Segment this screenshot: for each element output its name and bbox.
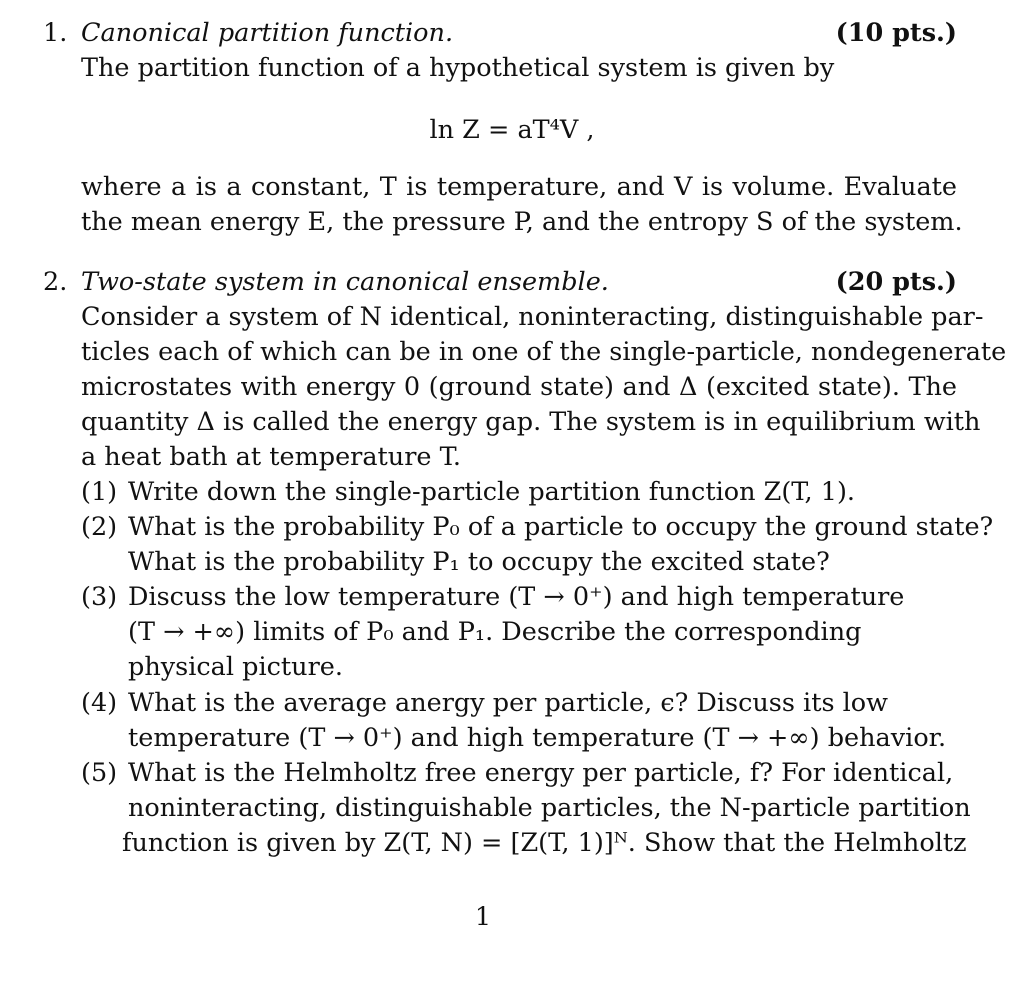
part-2-label: (2) (81, 512, 118, 542)
part-4-label: (4) (81, 688, 118, 718)
problem-1-line-1: where a is a constant, T is temperature, and V is volume. Evaluate (81, 172, 957, 202)
part-2-line-1: What is the probability P₀ of a particle to occupy the ground state? (128, 512, 994, 542)
problem-1-equation: ln Z = aT⁴V , (429, 115, 595, 145)
problem-2-line-1: Consider a system of N identical, noninteracting, distinguishable par- (81, 302, 984, 332)
part-3-line-3: physical picture. (128, 652, 343, 682)
problem-2-line-3: microstates with energy 0 (ground state) and Δ (excited state). The (81, 372, 957, 402)
part-4-line-2: temperature (T → 0⁺) and high temperature (T → +∞) behavior. (128, 723, 947, 753)
part-5-line-1: What is the Helmholtz free energy per particle, f? For identical, (128, 758, 954, 788)
problem-1-intro: The partition function of a hypothetical system is given by (81, 53, 835, 83)
part-4-line-1: What is the average anergy per particle, ϵ? Discuss its low (128, 688, 888, 718)
part-3-line-2: (T → +∞) limits of P₀ and P₁. Describe the corresponding (128, 617, 862, 647)
part-1-line-1: Write down the single-particle partition function Z(T, 1). (128, 477, 856, 507)
problem-2-line-5: a heat bath at temperature T. (81, 442, 461, 472)
part-5-line-3: function is given by Z(T, N) = [Z(T, 1)]ᴺ. Show that the Helmholtz (122, 828, 967, 858)
problem-2-points: (20 pts.) (835, 267, 957, 297)
problem-2-line-4: quantity Δ is called the energy gap. The system is in equilibrium with (81, 407, 981, 437)
problem-2-title: Two-state system in canonical ensemble. (81, 267, 609, 297)
problem-2-line-2: ticles each of which can be in one of the single-particle, nondegenerate (81, 337, 1007, 367)
problem-2-number: 2. (43, 267, 68, 297)
part-5-label: (5) (81, 758, 118, 788)
problem-1-points: (10 pts.) (835, 18, 957, 48)
part-2-line-2: What is the probability P₁ to occupy the excited state? (128, 547, 830, 577)
part-1-label: (1) (81, 477, 118, 507)
page-number: 1 (474, 902, 492, 932)
problem-1-title: Canonical partition function. (81, 18, 454, 48)
problem-1-number: 1. (43, 18, 68, 48)
part-5-line-2: noninteracting, distinguishable particles, the N-particle partition (128, 793, 971, 823)
part-3-label: (3) (81, 582, 118, 612)
part-3-line-1: Discuss the low temperature (T → 0⁺) and high temperature (128, 582, 905, 612)
problem-1-line-2: the mean energy E, the pressure P, and the entropy S of the system. (81, 207, 963, 237)
